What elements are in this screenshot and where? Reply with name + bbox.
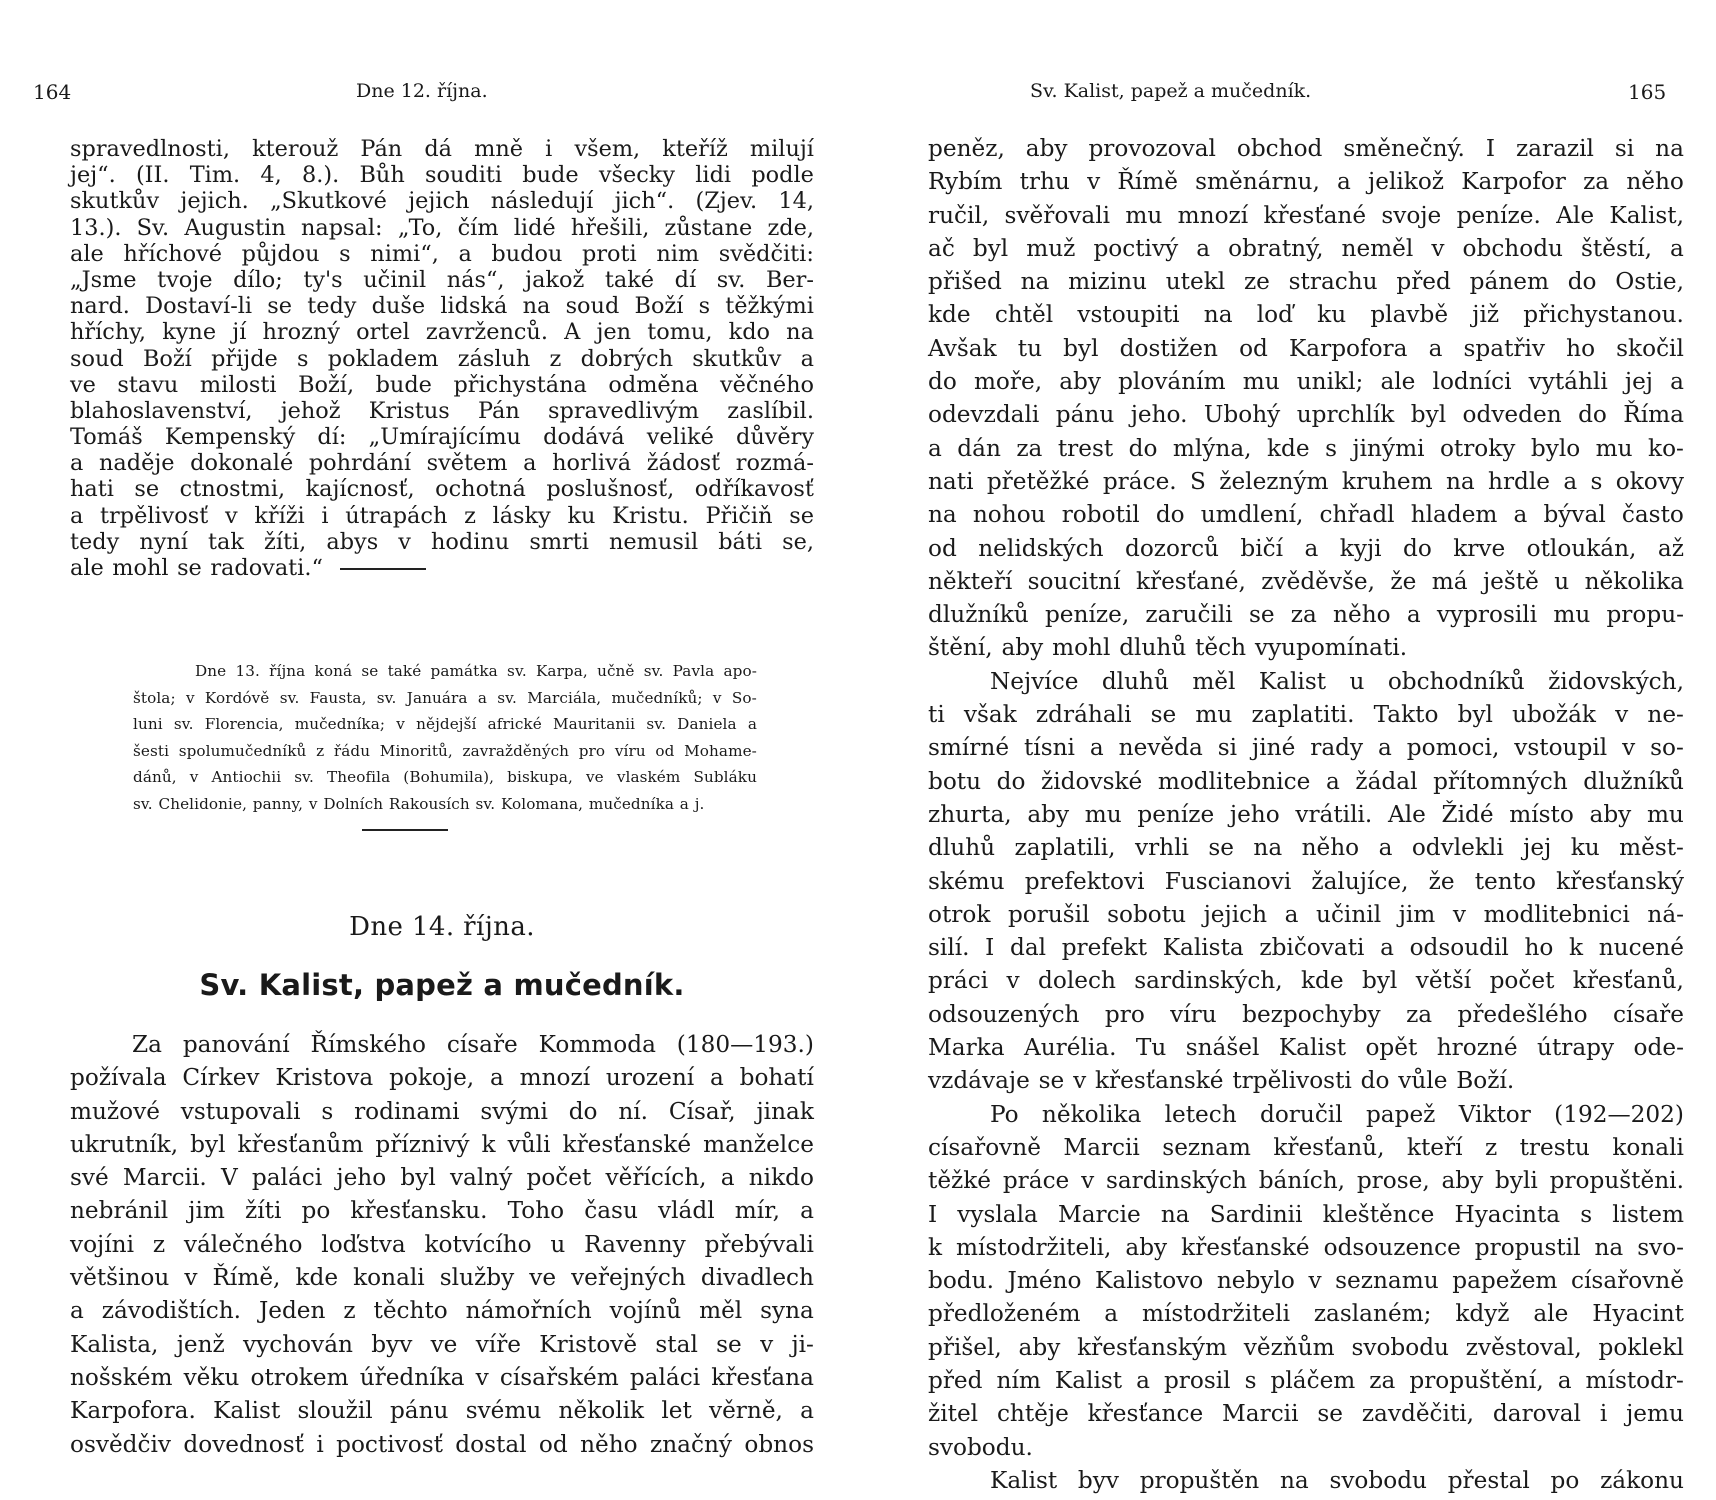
text-line: Avšak tu byl dostižen od Karpofora a spatřiv ho skočil [928,334,1684,362]
text-line: Za panování Římského císaře Kommoda (180—193.) [132,1031,814,1058]
text-line: Nejvíce dluhů měl Kalist u obchodníků židovských, [990,667,1684,695]
right-header [858,80,1716,110]
text-line: spravedlnosti, kterouž Pán dá mně i všem, kteříž milují [70,136,814,162]
text-line: ve stavu milosti Boží, bude přichystána odměna věčného [70,371,814,398]
story-text [70,1028,814,1461]
text-line: na nohou robotil do umdlení, chřadl hladem a býval často [928,501,1684,529]
text-line: a dán za trest do mlýna, kde s jinými otroky bylo mu ko- [928,434,1684,462]
text-line: Kalista, jenž vychován byv ve víře Kristově stal se v ji- [70,1330,814,1358]
text-line: hati se ctnostmi, kajícnosť, ochotná poslušnosť, odříkavosť [70,476,814,503]
text-line: většinou v Římě, kde konali služby ve veřejných divadlech [70,1264,814,1292]
text-line: císařovně Marcii seznam křesťanů, kteří z trestu konali [928,1133,1684,1161]
text-line: své Marcii. V paláci jeho byl valný počet věřících, a nikdo [70,1164,814,1192]
text-line: šesti spolumučedníků z řádu Minoritů, zavražděných pro víru od Mohame- [133,741,757,760]
text-line: dluhů zaplatili, vrhli se na něho a odvlekli jej ku měst- [928,834,1684,862]
text-line: zhurta, aby mu peníze jeho vrátili. Ale Židé místo aby mu [928,800,1684,828]
running-head: Dne 12. října. [356,80,488,102]
right-body-text [928,132,1684,1497]
text-line: osvědčiv dovednosť i poctivosť dostal od něho značný obnos [70,1430,814,1458]
text-line: žitel chtěje křesťance Marcii se zavděčiti, daroval i jemu [928,1400,1684,1428]
text-line: „Jsme tvoje dílo; ty's učinil nás“, jakož také dí sv. Ber- [70,266,814,293]
commemoration-note [133,658,757,818]
text-line: dlužníků peníze, zaručili se za něho a vyprosili mu propu- [928,601,1684,629]
text-line: nebránil jim žíti po křesťansku. Toho času vládl mír, a [70,1197,814,1225]
text-line: tedy nyní tak žíti, abys v hodinu smrti nemusil báti se, [70,528,814,555]
text-line: od nelidských dozorců bičí a kyji do krve otloukán, až [928,534,1684,562]
text-line: blahoslavenství, jehož Kristus Pán spravedlivým zaslíbil. [70,397,814,424]
text-line: Tomáš Kempenský dí: „Umírajícímu dodává veliké důvěry [70,424,814,451]
text-line: svobodu. [928,1433,1033,1461]
text-line: k místodržiteli, aby křesťanské odsouzence propustil na svo- [928,1233,1684,1261]
text-line: skému prefektovi Fuscianovi žalujíce, že tento křesťanský [928,867,1684,895]
text-line: odsouzených pro víru bezpochyby za předešlého císaře [928,1000,1684,1028]
text-line: práci v dolech sardinských, kde byl větší počet křesťanů, [928,967,1684,995]
text-line: kde chtěl vstoupiti na loď ku plavbě již přichystanou. [928,301,1684,329]
text-line: a závodištích. Jeden z těchto námořních vojínů měl syna [70,1297,814,1325]
text-line: ukrutník, byl křesťanům příznivý k vůli křesťanské manželce [70,1130,814,1158]
separator-rule [362,829,448,831]
text-line: peněz, aby provozoval obchod směnečný. I zarazil si na [928,135,1684,162]
page-number: 164 [33,80,72,104]
text-line: Karpofora. Kalist sloužil pánu svému několik let věrně, a [70,1397,814,1425]
left-body-text [70,136,814,581]
text-line: luni sv. Florencia, mučedníka; v nějdejší africké Mauritanii sv. Daniela a [133,715,757,734]
text-line: Dne 13. října koná se také památka sv. Karpa, učně sv. Pavla apo- [195,662,757,680]
text-line: ti však zdráhali se mu zaplatiti. Takto byl ubožák v ne- [928,701,1684,729]
text-line: nati přetěžké práce. S železným kruhem na hrdle a s okovy [928,467,1684,495]
text-line: předloženém a místodržiteli zaslaném; když ale Hyacint [928,1300,1684,1328]
text-line: štění, aby mohl dluhů těch vyupomínati. [928,634,1408,662]
text-line: Po několika letech doručil papež Viktor (192—202) [990,1100,1684,1128]
text-line: ač byl muž poctivý a obratný, neměl v obchodu štěstí, a [928,234,1684,262]
text-line: dánů, v Antiochii sv. Theofila (Bohumila), biskupa, ve vlaském Subláku [133,768,757,787]
text-line: botu do židovské modlitebnice a žádal přítomných dlužníků [928,767,1684,795]
separator-rule [340,568,426,570]
text-line: I vyslala Marcie na Sardinii kleštěnce Hyacinta s listem [928,1200,1684,1228]
text-line: nard. Dostaví-li se tedy duše lidská na soud Boží s těžkými [70,293,814,320]
text-line: smírné tísni a nevěda si jiné rady a pomoci, vstoupil v so- [928,734,1684,762]
text-line: ale hříchové půjdou s nimi“, a budou proti nim svědčiti: [70,240,814,267]
text-line: někteří soucitní křesťané, zvěděvše, že má ještě u několika [928,567,1684,595]
text-line: nošském věku otrokem úředníka v císařském paláci křesťana [70,1363,814,1391]
page-number: 165 [1628,80,1667,104]
running-head: Sv. Kalist, papež a mučedník. [1030,80,1312,102]
text-line: Marka Aurélia. Tu snášel Kalist opět hrozné útrapy ode- [928,1034,1684,1062]
text-line: hříchy, kyne jí hrozný ortel zavrženců. A jen tomu, kdo na [70,319,814,346]
text-line: otrok porušil sobotu jejich a učinil jim v modlitebnici ná- [928,900,1684,928]
text-line: přišel, aby křesťanským vězňům svobodu zvěstoval, poklekl [928,1333,1684,1361]
text-line: do moře, aby plováním mu unikl; ale lodníci vytáhli jej a [928,368,1684,396]
text-line: štola; v Kordóvě sv. Fausta, sv. Januára a sv. Marciála, mučedníků; v So- [133,688,757,707]
text-line: přišed na mizinu utekl ze strachu před pánem do Ostie, [928,268,1684,296]
right-page [858,0,1716,1500]
text-line: ručil, svěřovali mu mnozí křesťané svoje peníze. Ale Kalist, [928,201,1684,229]
text-line: bodu. Jméno Kalistovo nebylo v seznamu papežem císařovně [928,1267,1684,1295]
text-line: skutkův jejich. „Skutkové jejich následují jich“. (Zjev. 14, [70,188,814,215]
section-date-heading: Dne 14. října. [349,912,535,942]
text-line: mužové vstupovali s rodinami svými do ní. Císař, jinak [70,1097,814,1125]
text-line: a trpělivosť v kříži i útrapách z lásky ku Kristu. Přičiň se [70,502,814,529]
text-line: vojíni z válečného loďstva kotvícího u Ravenny přebývali [70,1230,814,1258]
text-line: sv. Chelidonie, panny, v Dolních Rakousích sv. Kolomana, mučedníka a j. [133,794,705,813]
text-line: požívala Církev Kristova pokoje, a mnozí urození a bohatí [70,1064,814,1092]
text-line: 13.). Sv. Augustin napsal: „To, čím lidé hřešili, zůstane zde, [70,214,814,241]
left-header [0,80,858,110]
text-line: silí. I dal prefekt Kalista zbičovati a odsoudil ho k nucené [928,934,1684,962]
text-line: Rybím trhu v Římě směnárnu, a jelikož Karpofor za něho [928,168,1684,196]
text-line: Kalist byv propuštěn na svobodu přestal po zákonu [990,1466,1684,1494]
text-line: jej“. (II. Tim. 4, 8.). Bůh souditi bude všecky lidi podle [70,162,814,189]
text-line: vzdávaje se v křesťanské trpělivosti do vůle Boží. [928,1067,1515,1095]
section-title: Sv. Kalist, papež a mučedník. [199,968,685,1002]
text-line: odevzdali pánu jeho. Ubohý uprchlík byl odveden do Říma [928,401,1684,429]
text-line: a naděje dokonalé pohrdání světem a horlivá žádosť rozmá- [70,450,814,477]
text-line: před ním Kalist a prosil s pláčem za propuštění, a místodr- [928,1366,1684,1394]
text-line: soud Boží přijde s pokladem zásluh z dobrých skutkův a [70,345,814,372]
text-line: ale mohl se radovati.“ [70,555,323,581]
text-line: těžké práce v sardinských báních, prose, aby byli propuštěni. [928,1167,1684,1195]
